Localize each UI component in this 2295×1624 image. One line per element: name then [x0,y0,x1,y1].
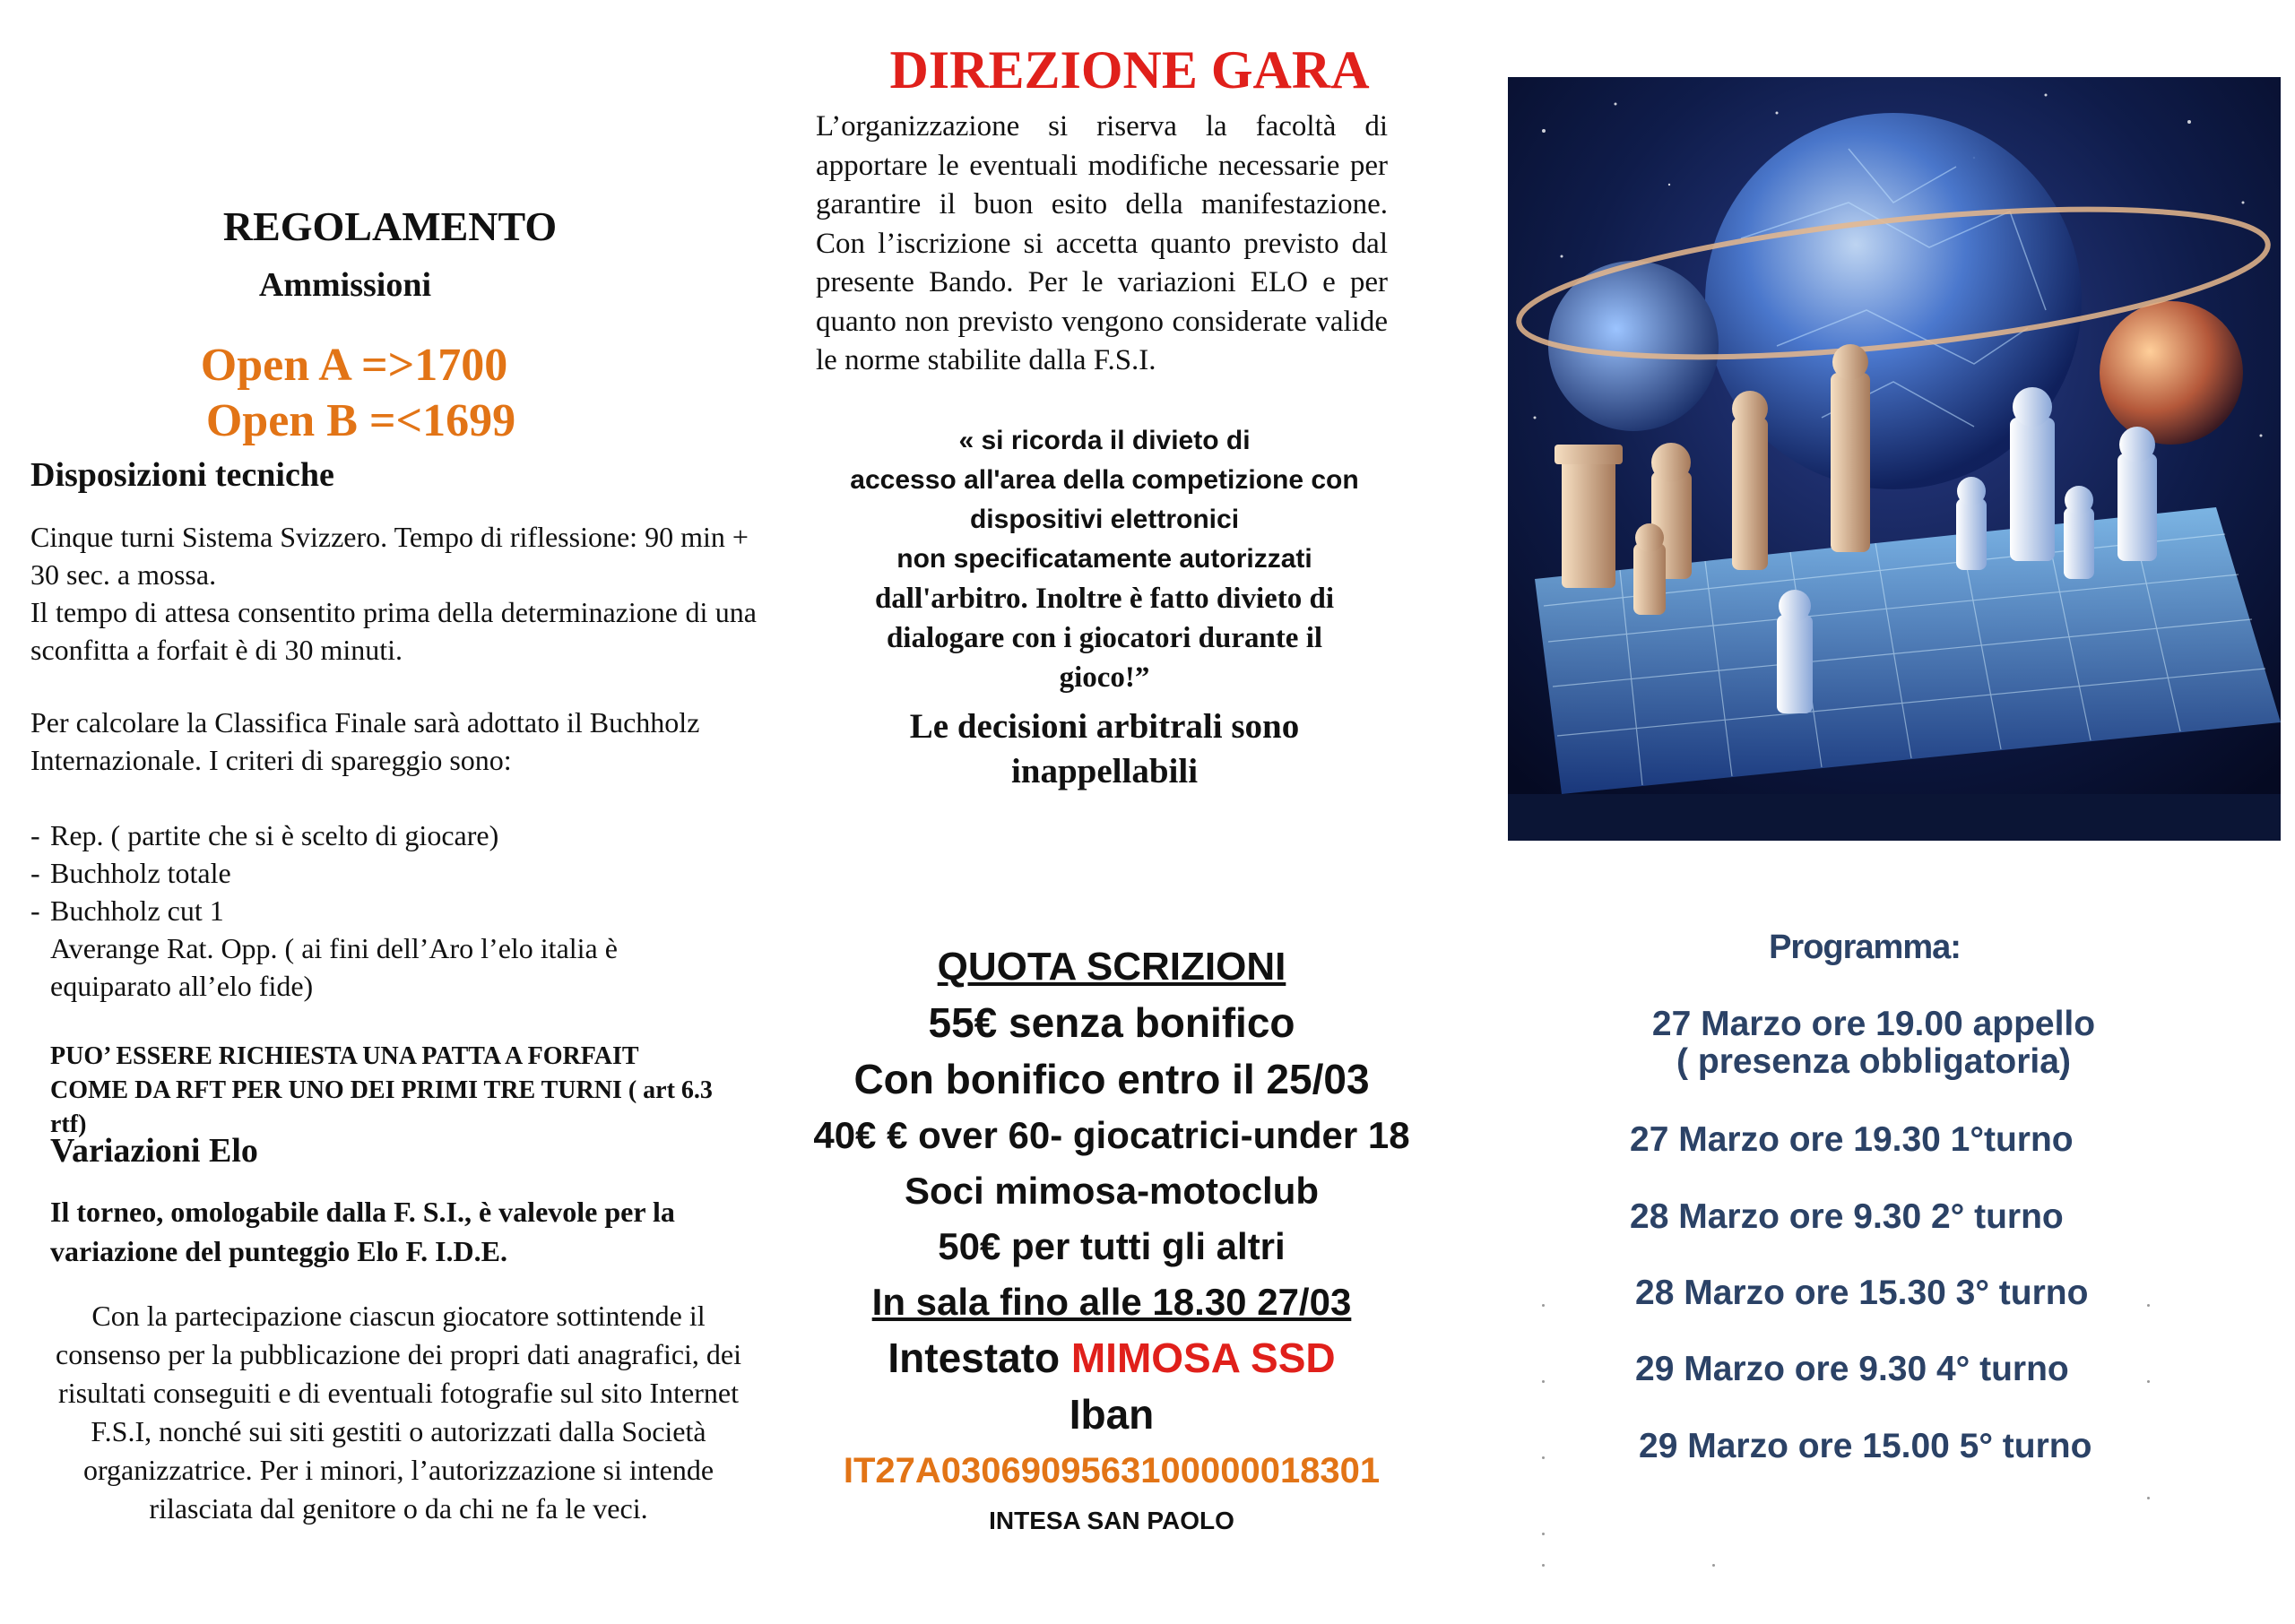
stray-dot [1542,1564,1545,1567]
intestato-label: Intestato [888,1335,1071,1381]
warning-line: non specificatamente autorizzati [896,544,1312,574]
stray-dot [1542,1456,1545,1459]
program-line: 29 Marzo ore 15.00 5° turno [1639,1427,2092,1465]
program-line: 29 Marzo ore 9.30 4° turno [1635,1350,2069,1388]
intestato-line [771,1330,1452,1386]
program-line: 28 Marzo ore 15.30 3° turno [1635,1274,2089,1312]
privacy-text: Con la partecipazione ciascun giocatore sottintende il consenso per la pubblicazione dei propri dati anagrafici, dei risultati conseguiti e di eventuali fotografie sul sito Internet F.S.I, nonché sui siti gestiti o autorizzati dalla Società organizzatrice. Per i minori, l’autorizzazione si intende rilasciata dal genitore o da chi ne fa le veci. [55,1300,742,1525]
variazioni-heading: Variazioni Elo [50,1132,258,1170]
patta-notice: PUO’ ESSERE RICHIESTA UNA PATTA A FORFAIT COME DA RFT PER UNO DEI PRIMI TRE TURNI ( art 6.3 rtf) [50,1042,713,1138]
open-a-category: Open A =>1700 [200,340,508,391]
decisions-text: Le decisioni arbitrali sono inappellabili [909,707,1300,790]
program-line: 28 Marzo ore 9.30 2° turno [1630,1197,2064,1236]
stray-dot [2147,1304,2150,1307]
intestato-name: MIMOSA SSD [1070,1335,1336,1381]
stray-dot [2147,1497,2150,1499]
direzione-title: DIREZIONE GARA [889,40,1370,99]
disposizioni-text: Cinque turni Sistema Svizzero. Tempo di riflessione: 90 min + 30 sec. a mossa. [30,521,749,591]
quota-title: QUOTA SCRIZIONI [937,945,1286,989]
tiebreak-list [30,816,658,929]
list-item: - Buchholz totale [30,854,658,892]
quota-line: In sala fino alle 18.30 27/03 [871,1281,1352,1323]
attesa-text: Il tempo di attesa consentito prima della determinazione di una sconfitta a forfait è di 30 minuti. [30,596,757,666]
list-item: - Rep. ( partite che si è scelto di giocare) [30,816,658,854]
stray-dot [1542,1380,1545,1383]
warning-line: « si ricorda il divieto di [958,426,1251,455]
program-line: ( presenza obbligatoria) [1676,1042,2071,1081]
disposizioni-heading: Disposizioni tecniche [30,456,334,494]
program-line: 27 Marzo ore 19.30 1°turno [1630,1120,2074,1159]
stray-dot [1542,1304,1545,1307]
iban-code: IT27A0306909563100000018301 [843,1451,1381,1490]
warning-line: dialogare con i giocatori durante il [886,622,1323,654]
quota-line: 55€ senza bonifico [928,999,1295,1046]
chess-galaxy-illustration [1508,77,2281,841]
regolamento-title: REGOLAMENTO [222,203,558,249]
warning-line: dall'arbitro. Inoltre è fatto divieto di [874,583,1335,615]
programma-title: Programma: [1769,929,1961,966]
quota-line: Soci mimosa-motoclub [904,1170,1320,1212]
tiebreak-note: Averange Rat. Opp. ( ai fini dell’Aro l’elo italia è equiparato all’elo fide) [50,932,618,1002]
stray-dot [2147,1380,2150,1383]
warning-line: dispositivi elettronici [969,505,1240,534]
stray-dot [1542,1533,1545,1535]
quota-line: 50€ per tutti gli altri [938,1225,1286,1267]
warning-line: gioco!” [1059,661,1150,694]
direzione-text: L’organizzazione si riserva la facoltà di apportare le eventuali modifiche necessarie per garantire il buon esito della manifestazione. Con l’iscrizione si accetta quanto previsto dal presente Bando. Per le variazioni ELO e per quanto non previsto vengono considerate valide le norme stabilite dalla F.S.I. [816,110,1388,376]
program-appello [1632,1006,2116,1081]
quota-section [771,939,1452,1543]
quota-line: 40€ € over 60- giocatrici-under 18 [813,1114,1410,1156]
variazioni-text: Il torneo, omologabile dalla F. S.I., è valevole per la variazione del punteggio Elo F. I.D.E. [50,1196,675,1267]
quota-line: Con bonifico entro il 25/03 [853,1056,1370,1102]
program-line: 27 Marzo ore 19.00 appello [1651,1005,2096,1043]
warning-line: accesso all'area della competizione con [850,465,1359,495]
ammissioni-heading: Ammissioni [258,266,432,304]
open-b-category: Open B =<1699 [205,395,516,446]
classifica-text: Per calcolare la Classifica Finale sarà adottato il Buchholz Internazionale. I criteri di spareggio sono: [30,706,700,776]
iban-label: Iban [1069,1391,1155,1438]
list-item: - Buchholz cut 1 [30,892,658,929]
stray-dot [1712,1564,1715,1567]
warning-notice [818,421,1391,697]
bank-name: INTESA SAN PAOLO [989,1507,1234,1534]
